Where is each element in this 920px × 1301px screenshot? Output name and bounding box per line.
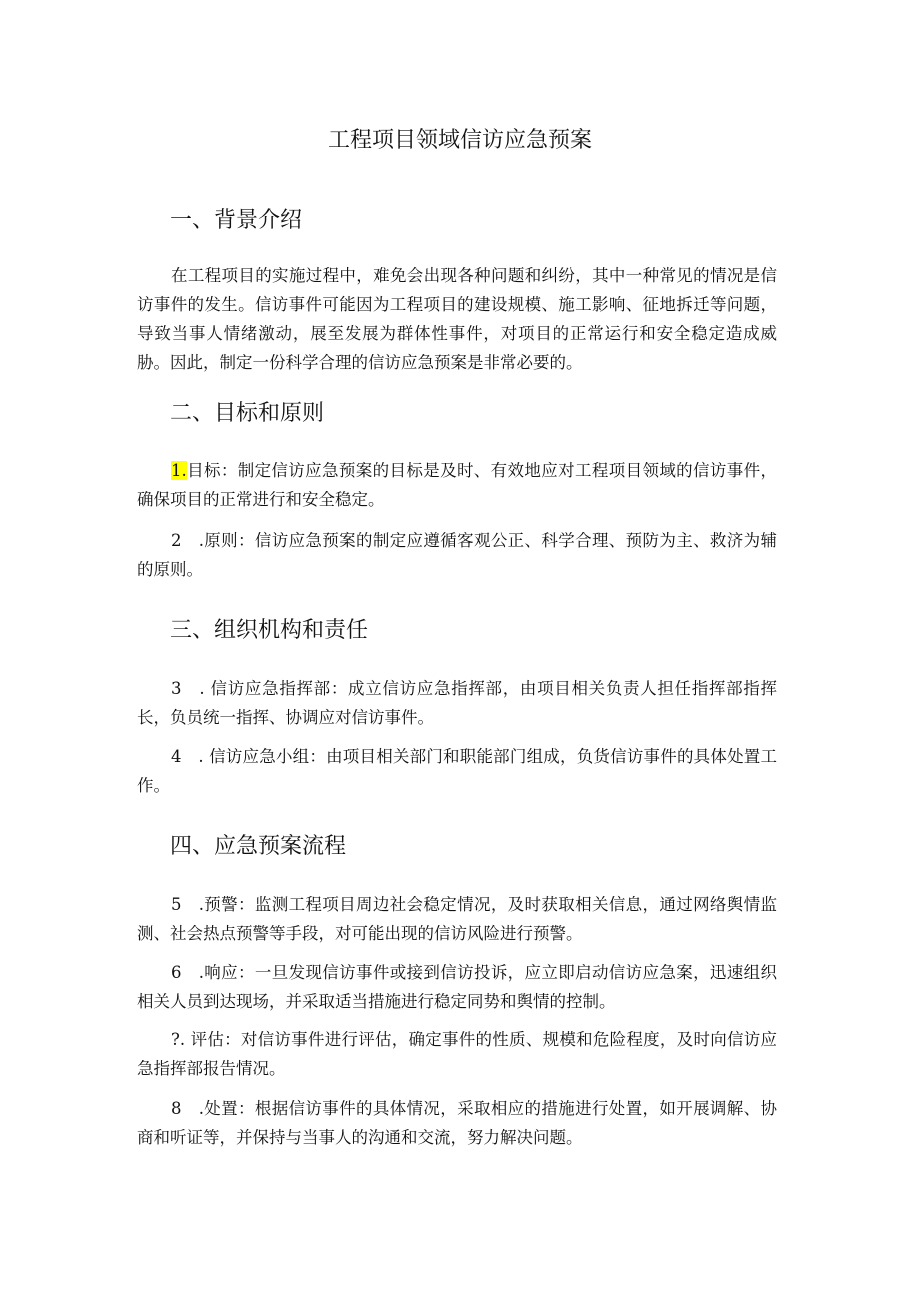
- section-heading-background: 一、背景介绍: [170, 208, 303, 233]
- paragraph-principle: 2 .原则：信访应急预案的制定应遵循客观公正、科学合理、预防为主、救济为辅的原则。: [137, 531, 777, 579]
- paragraph-warning: 5 .预警：监测工程项目周边社会稳定情况，及时获取相关信息，通过网络舆情监测、社会热点预警等手段，对可能出现的信访风险进行预警。: [137, 895, 777, 943]
- section-heading-organization: 三、组织机构和责任: [170, 618, 369, 643]
- highlight-marker: 1.: [171, 461, 187, 480]
- document-title: 工程项目领域信访应急预案: [327, 128, 592, 153]
- paragraph-goal: [137, 456, 777, 514]
- paragraph-disposal: 8 .处置：根据信访事件的具体情况，采取相应的措施进行处置，如开展调解、协商和听证等，并保持与当事人的沟通和交流，努力解决问题。: [137, 1099, 777, 1147]
- section-heading-goals-principles: 二、目标和原则: [170, 401, 325, 426]
- paragraph-goal-text: 目标：制定信访应急预案的目标是及时、有效地应对工程项目领域的信访事件，确保项目的正常进行和安全稳定。: [137, 461, 777, 509]
- paragraph-response: 6 .响应：一旦发现信访事件或接到信访投诉，应立即启动信访应急案，迅速组织相关人员到达现场，并采取适当措施进行稳定同势和舆情的控制。: [137, 963, 777, 1011]
- section-heading-process: 四、应急预案流程: [170, 834, 347, 859]
- paragraph-emergency-team: 4 . 信访应急小组：由项目相关部门和职能部门组成，负货信访事件的具体处置工作。: [137, 747, 777, 795]
- paragraph-background: 在工程项目的实施过程中，难免会出现各种问题和纠纷，其中一种常见的情况是信访事件的发生。信访事件可能因为工程项目的建设规模、施工影响、征地拆迁等问题，导致当事人情绪激动，展至发展为群体性事件，对项目的正常运行和安全稳定造成威胁。因此，制定一份科学合理的信访应急预案是非常必要的。: [137, 266, 777, 372]
- paragraph-assessment: ?. 评估：对信访事件进行评估，确定事件的性质、规模和危险程度，及时向信访应急指挥部报告情况。: [137, 1030, 777, 1078]
- paragraph-command-center: 3 . 信访应急指挥部：成立信访应急指挥部，由项目相关负责人担任指挥部指挥长，负员统一指挥、协调应对信访事件。: [137, 679, 777, 727]
